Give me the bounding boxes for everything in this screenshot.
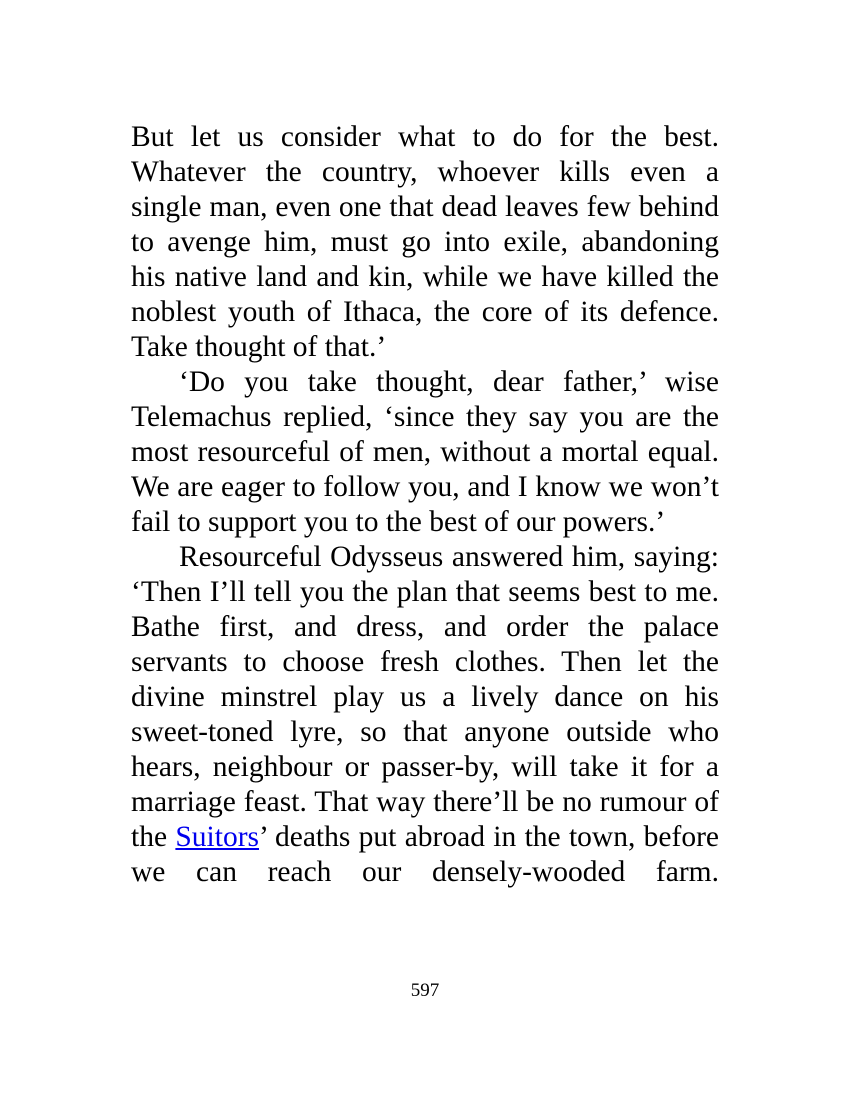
page-body	[131, 120, 719, 890]
paragraph-1: But let us consider what to do for the best. Whatever the country, whoever kills even a single man, even one that dead leaves few behind to avenge him, must go into exile, abandoning his native land and kin, while we have killed the noblest youth of Ithaca, the core of its defence. Take thought of that.’	[131, 121, 719, 363]
paragraph-3-text-before-link: Resourceful Odysseus answered him, saying: ‘Then I’ll tell you the plan that seems best to me. Bathe first, and dress, and order the palace servants to choose fresh clothes. Then let the divine minstrel play us a lively dance on his sweet-toned lyre, so that anyone outside who hears, neighbour or passer-by, will take it for a marriage feast. That way there’ll be no rumour of the	[131, 541, 719, 853]
paragraph-2: ‘Do you take thought, dear father,’ wise Telemachus replied, ‘since they say you are the most resourceful of men, without a mortal equal. We are eager to follow you, and I know we won’t fail to support you to the best of our powers.’	[131, 366, 719, 538]
paragraph-3	[131, 540, 719, 890]
suitors-link[interactable]: Suitors	[175, 821, 259, 853]
paragraph-3-text-after-link: ’ deaths put abroad in the town, before we can reach our densely-wooded farm.	[131, 821, 720, 888]
page-number: 597	[410, 980, 440, 1001]
